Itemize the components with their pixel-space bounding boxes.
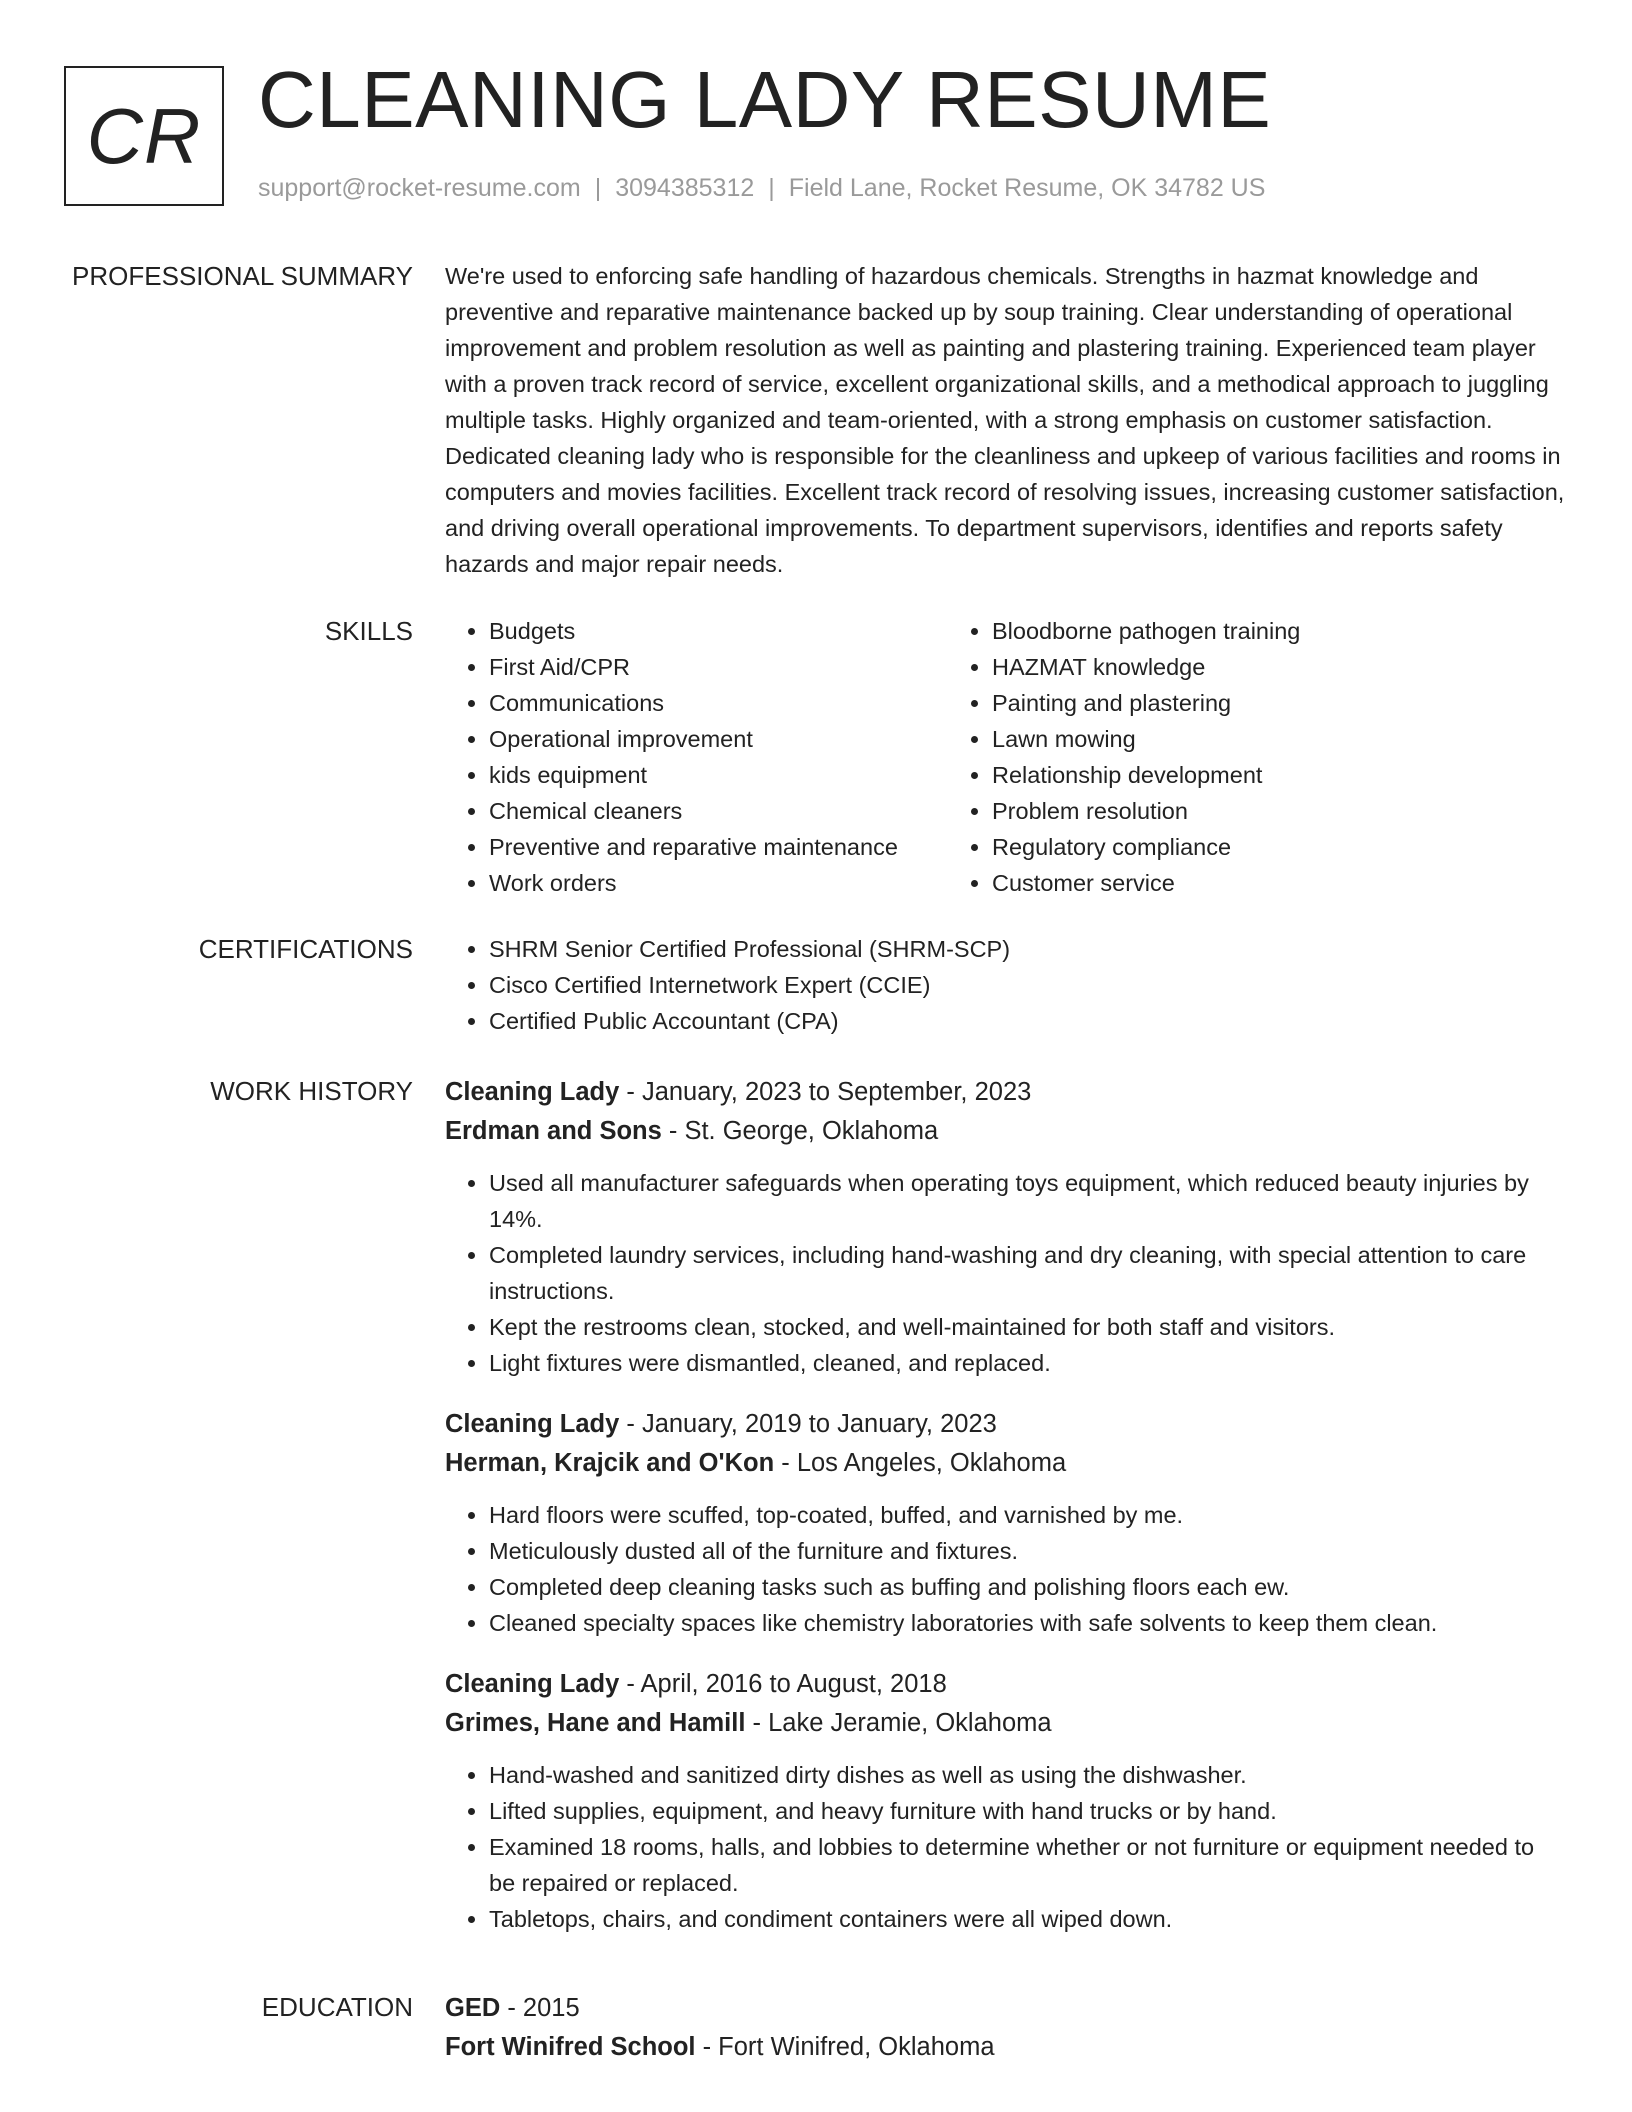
certifications-list: [445, 931, 1565, 1039]
summary-heading: PROFESSIONAL SUMMARY: [72, 261, 413, 291]
skill-item: • Relationship development: [992, 757, 1451, 793]
job-entry: [445, 1665, 1565, 1937]
job-location: - Los Angeles, Oklahoma: [774, 1449, 1067, 1477]
education-school-line: [445, 2028, 1565, 2067]
job-bullet: • Light fixtures were dismantled, cleaned, and replaced.: [489, 1345, 1565, 1381]
education-year: - 2015: [500, 1994, 580, 2022]
work-history-body: [445, 1073, 1565, 1961]
contact-separator: |: [768, 174, 775, 202]
job-role-line: [445, 1405, 1565, 1444]
skill-item: • Customer service: [992, 865, 1451, 901]
job-bullet: • Hard floors were scuffed, top-coated, buffed, and varnished by me.: [489, 1497, 1565, 1533]
job-dates: - January, 2023 to September, 2023: [619, 1078, 1032, 1106]
skills-list-left: [445, 613, 948, 901]
job-location: - St. George, Oklahoma: [661, 1117, 939, 1145]
job-role: Cleaning Lady: [445, 1410, 620, 1438]
education-location: - Fort Winifred, Oklahoma: [695, 2033, 995, 2061]
job-bullet: • Completed deep cleaning tasks such as buffing and polishing floors each ew.: [489, 1569, 1565, 1605]
job-dates: - April, 2016 to August, 2018: [619, 1670, 947, 1698]
skill-item: • Work orders: [489, 865, 948, 901]
skill-item: • Problem resolution: [992, 793, 1451, 829]
summary-text: We're used to enforcing safe handling of hazardous chemicals. Strengths in hazmat knowledge and preventive and reparative maintenance backed up by soup training. Clear understanding of operational improvement and problem resolution as well as painting and plastering training. Experienced team player with a proven track record of service, excellent organizational skills, and a methodical approach to juggling multiple tasks. Highly organized and team-oriented, with a strong emphasis on customer satisfaction. Dedicated cleaning lady who is responsible for the cleanliness and upkeep of various facilities and rooms in computers and movies facilities. Excellent track record of resolving issues, increasing customer satisfaction, and driving overall operational improvements. To department supervisors, identifies and reports safety hazards and major repair needs.: [445, 263, 1565, 577]
skill-item: • Communications: [489, 685, 948, 721]
certification-item: • Cisco Certified Internetwork Expert (CCIE): [489, 967, 1565, 1003]
job-entry: [445, 1405, 1565, 1641]
job-company-line: [445, 1112, 1565, 1151]
job-company-line: [445, 1704, 1565, 1743]
certifications-heading: CERTIFICATIONS: [198, 934, 413, 964]
skill-item: • First Aid/CPR: [489, 649, 948, 685]
job-company: Grimes, Hane and Hamill: [445, 1709, 746, 1737]
skill-item: • Budgets: [489, 613, 948, 649]
job-role-line: [445, 1073, 1565, 1112]
certification-item: • Certified Public Accountant (CPA): [489, 1003, 1565, 1039]
job-bullets: [445, 1497, 1565, 1641]
skills-body: [445, 613, 1565, 901]
skill-item: • Regulatory compliance: [992, 829, 1451, 865]
certifications-body: [445, 931, 1565, 1039]
skills-list-right: [948, 613, 1451, 901]
contact-phone[interactable]: 3094385312: [615, 174, 755, 202]
education-body: [445, 1989, 1565, 2067]
contact-separator: |: [594, 174, 602, 202]
skill-item: • Lawn mowing: [992, 721, 1451, 757]
job-bullets: [445, 1165, 1565, 1381]
certification-item: • SHRM Senior Certified Professional (SHRM-SCP): [489, 931, 1565, 967]
job-bullet: • Used all manufacturer safeguards when operating toys equipment, which reduced beauty injuries by 14%.: [489, 1165, 1565, 1237]
contact-line: [258, 174, 1265, 203]
job-bullet: • Lifted supplies, equipment, and heavy furniture with hand trucks or by hand.: [489, 1793, 1565, 1829]
job-role: Cleaning Lady: [445, 1670, 620, 1698]
education-degree-line: [445, 1989, 1565, 2028]
skill-item: • Preventive and reparative maintenance: [489, 829, 948, 865]
education-heading: EDUCATION: [261, 1992, 413, 2022]
summary-body: [445, 258, 1565, 582]
contact-email[interactable]: support@rocket-resume.com: [258, 174, 581, 202]
skill-item: • kids equipment: [489, 757, 948, 793]
education-school: Fort Winifred School: [445, 2033, 696, 2061]
skill-item: • Chemical cleaners: [489, 793, 948, 829]
skill-item: • Operational improvement: [489, 721, 948, 757]
job-company: Erdman and Sons: [445, 1117, 662, 1145]
job-bullet: • Kept the restrooms clean, stocked, and well-maintained for both staff and visitors.: [489, 1309, 1565, 1345]
job-location: - Lake Jeramie, Oklahoma: [745, 1709, 1052, 1737]
resume-title: CLEANING LADY RESUME: [258, 55, 1272, 144]
skill-item: • HAZMAT knowledge: [992, 649, 1451, 685]
job-dates: - January, 2019 to January, 2023: [619, 1410, 997, 1438]
job-role: Cleaning Lady: [445, 1078, 620, 1106]
monogram-logo: CR: [64, 66, 224, 206]
job-bullet: • Tabletops, chairs, and condiment containers were all wiped down.: [489, 1901, 1565, 1937]
job-bullets: [445, 1757, 1565, 1937]
job-bullet: • Hand-washed and sanitized dirty dishes as well as using the dishwasher.: [489, 1757, 1565, 1793]
work-history-heading: WORK HISTORY: [210, 1076, 413, 1106]
job-bullet: • Examined 18 rooms, halls, and lobbies to determine whether or not furniture or equipment needed to be repaired or replaced.: [489, 1829, 1565, 1901]
job-entry: [445, 1073, 1565, 1381]
job-company: Herman, Krajcik and O'Kon: [445, 1449, 775, 1477]
skill-item: • Bloodborne pathogen training: [992, 613, 1451, 649]
job-bullet: • Completed laundry services, including hand-washing and dry cleaning, with special attention to care instructions.: [489, 1237, 1565, 1309]
skills-heading: SKILLS: [324, 616, 413, 646]
contact-address: Field Lane, Rocket Resume, OK 34782 US: [788, 174, 1266, 202]
job-bullet: • Meticulously dusted all of the furniture and fixtures.: [489, 1533, 1565, 1569]
job-bullet: • Cleaned specialty spaces like chemistry laboratories with safe solvents to keep them clean.: [489, 1605, 1565, 1641]
job-role-line: [445, 1665, 1565, 1704]
skill-item: • Painting and plastering: [992, 685, 1451, 721]
education-degree: GED: [445, 1994, 501, 2022]
job-company-line: [445, 1444, 1565, 1483]
